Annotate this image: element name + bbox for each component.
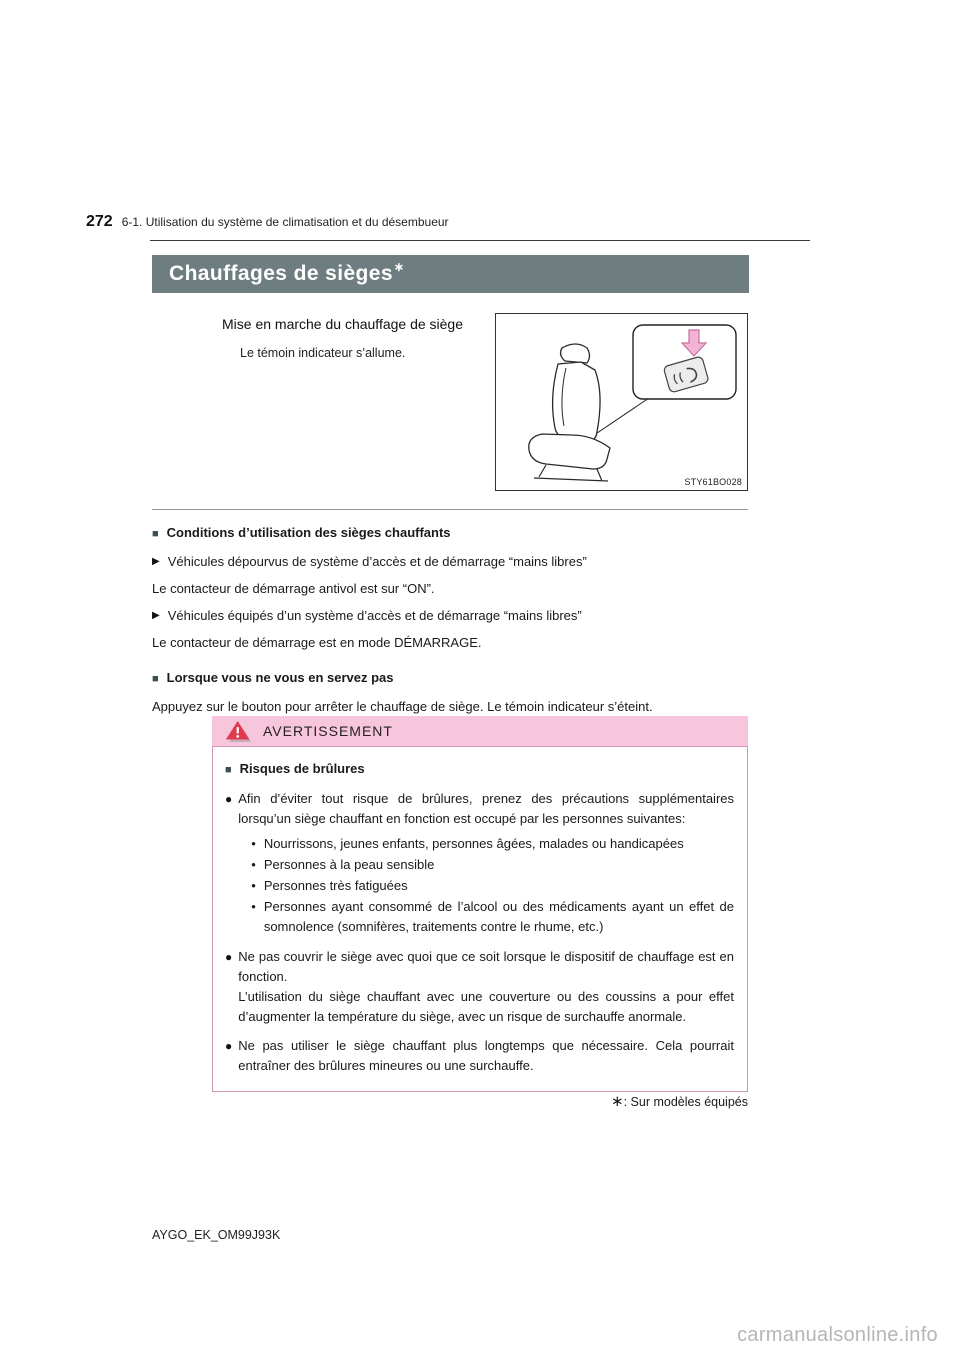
case-text: Le contacteur de démarrage est en mode DÉMARRAGE. xyxy=(152,635,482,650)
sub-bullet xyxy=(251,855,734,875)
warning-bullet-text: Ne pas utiliser le siège chauffant plus longtemps que nécessaire. Cela pourrait entraîner des brûlures mineures ou une surchauffe. xyxy=(238,1038,734,1073)
sub-bullet xyxy=(251,897,734,937)
title-asterisk: ∗ xyxy=(393,260,405,274)
footnote-text: : Sur modèles équipés xyxy=(623,1095,748,1109)
footnote xyxy=(152,1092,748,1110)
case-label: Véhicules dépourvus de système d’accès et de démarrage “mains libres” xyxy=(167,554,587,569)
arrow-marker-icon: ▶ xyxy=(152,556,160,567)
case-row xyxy=(152,551,748,572)
page-title: Chauffages de sièges xyxy=(169,262,393,285)
bullet-marker-icon: • xyxy=(251,899,256,914)
disc-marker-icon: ● xyxy=(225,1039,233,1053)
square-marker-icon: ■ xyxy=(152,673,159,685)
warning-sublist xyxy=(238,834,734,937)
sub-bullet-text: Personnes ayant consommé de l’alcool ou des médicaments ayant un effet de somnolence (somnifères, traitements contre le rhume, etc.) xyxy=(263,899,734,934)
section-heading-text: Conditions d’utilisation des sièges chauffants xyxy=(166,525,451,540)
sub-bullet-text: Nourrissons, jeunes enfants, personnes âgées, malades ou handicapées xyxy=(263,836,684,851)
car-seat-drawing xyxy=(529,344,610,481)
seat-heater-figure xyxy=(495,313,748,491)
page-number: 272 xyxy=(86,213,113,230)
warning-bullet-text: Ne pas couvrir le siège avec quoi que ce soit lorsque le dispositif de chauffage est en fonction. xyxy=(238,949,734,984)
square-marker-icon: ■ xyxy=(225,764,232,776)
header-rule xyxy=(150,240,810,241)
watermark: carmanualsonline.info xyxy=(737,1324,938,1346)
title-banner xyxy=(152,255,749,293)
section-body-text: Appuyez sur le bouton pour arrêter le chauffage de siège. Le témoin indicateur s’éteint. xyxy=(152,699,653,714)
section-divider xyxy=(152,509,748,510)
page-header xyxy=(86,213,449,231)
chapter-header: 6-1. Utilisation du système de climatisation et du désembueur xyxy=(121,215,449,229)
section-heading-stop xyxy=(152,667,748,690)
section-heading-text: Lorsque vous ne vous en servez pas xyxy=(166,670,394,685)
warning-heading xyxy=(225,759,734,780)
footnote-asterisk: ∗ xyxy=(611,1093,624,1110)
section-heading-conditions xyxy=(152,522,748,545)
case-row xyxy=(152,605,748,626)
sub-bullet-text: Personnes à la peau sensible xyxy=(263,857,435,872)
disc-marker-icon: ● xyxy=(225,950,233,964)
seat-heater-illustration xyxy=(496,314,747,490)
figure-caption: STY61BO028 xyxy=(684,477,742,487)
sub-bullet-text: Personnes très fatiguées xyxy=(263,878,408,893)
bullet-marker-icon: • xyxy=(251,836,256,851)
bullet-marker-icon: • xyxy=(251,878,256,893)
square-marker-icon: ■ xyxy=(152,528,159,540)
warning-triangle-icon xyxy=(225,720,252,743)
disc-marker-icon: ● xyxy=(225,792,233,806)
bullet-marker-icon: • xyxy=(251,857,256,872)
document-code: AYGO_EK_OM99J93K xyxy=(152,1228,281,1242)
sub-bullet xyxy=(251,876,734,896)
warning-heading-text: Risques de brûlures xyxy=(239,761,365,776)
warning-title: AVERTISSEMENT xyxy=(263,723,393,739)
sub-bullet xyxy=(251,834,734,854)
warning-bullet-text: L’utilisation du siège chauffant avec une couverture ou des coussins a pour effet d’augmenter la température du siège, avec un risque de surchauffe anormale. xyxy=(238,989,734,1024)
warning-bullet-text: Afin d’éviter tout risque de brûlures, prenez des précautions supplémentaires lorsqu’un siège chauffant en fonction est occupé par les personnes suivantes: xyxy=(238,791,734,826)
intro-heading: Mise en marche du chauffage de siège xyxy=(222,316,464,332)
intro-block xyxy=(222,311,488,360)
arrow-marker-icon: ▶ xyxy=(152,610,160,621)
case-label: Véhicules équipés d’un système d’accès et de démarrage “mains libres” xyxy=(167,608,582,623)
warning-bullet xyxy=(225,947,734,1027)
intro-note: Le témoin indicateur s’allume. xyxy=(240,346,406,360)
warning-body xyxy=(212,746,748,1092)
warning-header xyxy=(212,716,748,746)
case-text: Le contacteur de démarrage antivol est sur “ON”. xyxy=(152,581,435,596)
warning-bullet xyxy=(225,1036,734,1076)
warning-box xyxy=(212,716,748,1092)
main-content xyxy=(152,522,748,717)
warning-bullet xyxy=(225,789,734,938)
